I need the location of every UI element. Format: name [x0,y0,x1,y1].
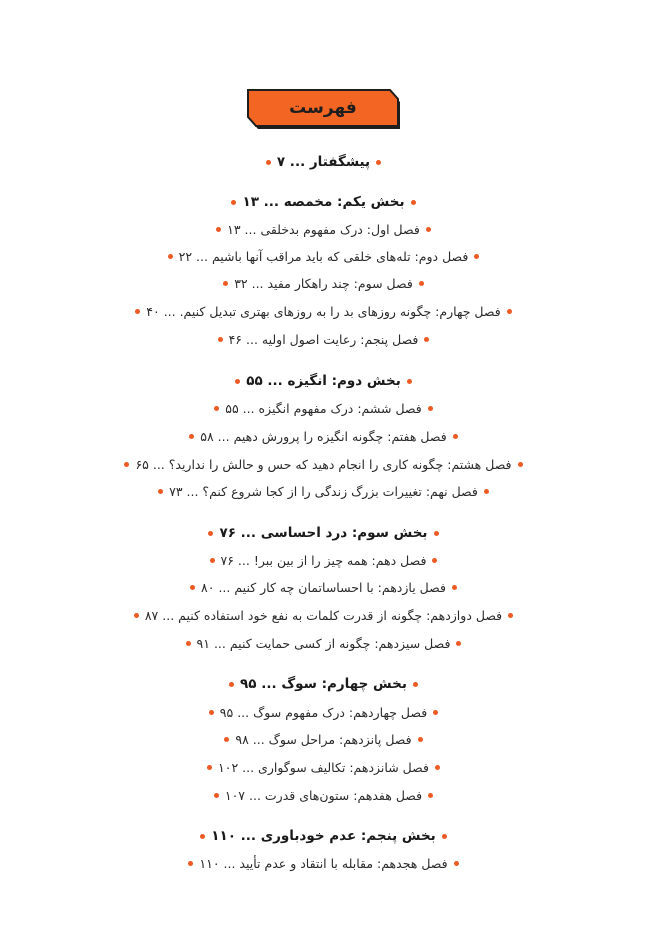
toc-row-chapter [0,276,647,291]
bullet-icon [235,379,240,384]
toc-row-chapter [0,457,647,472]
toc-entry: فصل پانزدهم: مراحل سوگ ... ۹۸ [235,732,412,747]
bullet-icon [419,281,424,286]
bullet-icon [453,434,458,439]
toc-entry: فصل هجدهم: مقابله با انتقاد و عدم تأیید ... ۱۱۰ [199,856,448,871]
bullet-icon [508,613,513,618]
toc-title-badge [246,88,400,130]
bullet-icon [224,737,229,742]
toc-entry: فصل سوم: چند راهکار مفید ... ۳۲ [234,276,413,291]
toc-row-chapter [0,553,647,568]
bullet-icon [432,558,437,563]
bullet-icon [207,765,212,770]
bullet-icon [424,337,429,342]
toc-entry: فصل پنجم: رعایت اصول اولیه ... ۴۶ [228,332,419,347]
bullet-icon [158,489,163,494]
toc-entry: فصل چهارم: چگونه روزهای بد را به روزهای بهتری تبدیل کنیم. ... ۴۰ [146,304,501,319]
bullet-icon [428,406,433,411]
toc-entry: فصل ششم: درک مفهوم انگیزه ... ۵۵ [225,401,422,416]
toc-row-chapter [0,636,647,651]
toc-row-part-3 [0,525,647,541]
toc-entry: فصل هشتم: چگونه کاری را انجام دهید که حس و حالش را ندارید؟ ... ۶۵ [135,457,512,472]
toc-row-chapter [0,401,647,416]
bullet-icon [454,861,459,866]
bullet-icon [189,434,194,439]
toc-entry: بخش یکم: مخمصه ... ۱۳ [242,194,405,210]
toc-entry: فصل چهاردهم: درک مفهوم سوگ ... ۹۵ [219,705,428,720]
bullet-icon [434,531,439,536]
bullet-icon [413,682,418,687]
toc-row-chapter [0,222,647,237]
toc-entry: فصل دهم: همه چیز را از بین ببر! ... ۷۶ [220,553,427,568]
toc-entry: فصل سیزدهم: چگونه از کسی حمایت کنیم ... ۹۱ [196,636,451,651]
bullet-icon [428,793,433,798]
toc-entry: بخش دوم: انگیزه ... ۵۵ [246,373,401,389]
bullet-icon [474,254,479,259]
bullet-icon [433,710,438,715]
toc-row-part-5 [0,828,647,844]
toc-row-chapter [0,788,647,803]
toc-row-chapter [0,705,647,720]
toc-row-chapter [0,608,647,623]
toc-row-part-2 [0,373,647,389]
toc-row-chapter [0,732,647,747]
bullet-icon [435,765,440,770]
bullet-icon [200,834,205,839]
bullet-icon [418,737,423,742]
bullet-icon [216,227,221,232]
toc-row-chapter [0,580,647,595]
bullet-icon [223,281,228,286]
bullet-icon [229,682,234,687]
toc-row-chapter [0,304,647,319]
bullet-icon [210,558,215,563]
bullet-icon [376,160,381,165]
bullet-icon [134,613,139,618]
bullet-icon [484,489,489,494]
bullet-icon [426,227,431,232]
bullet-icon [208,531,213,536]
bullet-icon [188,861,193,866]
toc-row-chapter [0,484,647,499]
toc-entry: فصل اول: درک مفهوم بدخلقی ... ۱۳ [227,222,420,237]
bullet-icon [214,406,219,411]
toc-entry: فصل دوم: تله‌های خلقی که باید مراقب آنها باشیم ... ۲۲ [178,249,469,264]
toc-row-chapter [0,249,647,264]
toc-entry: بخش سوم: درد احساسی ... ۷۶ [219,525,428,541]
bullet-icon [214,793,219,798]
bullet-icon [231,200,236,205]
toc-row-chapter [0,856,647,871]
toc-entry: فصل هفتم: چگونه انگیزه را پرورش دهیم ... ۵۸ [200,429,447,444]
toc-entry: بخش پنجم: عدم خودباوری ... ۱۱۰ [211,828,436,844]
bullet-icon [266,160,271,165]
toc-entry: فصل نهم: تغییرات بزرگ زندگی را از کجا شروع کنم؟ ... ۷۳ [169,484,478,499]
toc-entry: بخش چهارم: سوگ ... ۹۵ [240,676,407,692]
toc-row-chapter [0,760,647,775]
bullet-icon [135,309,140,314]
bullet-icon [518,462,523,467]
toc-row-preface [0,154,647,170]
bullet-icon [124,462,129,467]
bullet-icon [190,585,195,590]
bullet-icon [411,200,416,205]
bullet-icon [407,379,412,384]
toc-entry: پیشگفتار ... ۷ [276,154,371,170]
toc-entry: فصل دوازدهم: چگونه از قدرت کلمات به نفع خود استفاده کنیم ... ۸۷ [144,608,503,623]
bullet-icon [452,585,457,590]
bullet-icon [186,641,191,646]
bullet-icon [456,641,461,646]
bullet-icon [442,834,447,839]
toc-entry: فصل شانزدهم: تکالیف سوگواری ... ۱۰۲ [218,760,429,775]
bullet-icon [168,254,173,259]
toc-entry: فصل یازدهم: با احساساتمان چه کار کنیم ... ۸۰ [201,580,446,595]
toc-row-chapter [0,332,647,347]
page-title: فهرست [289,98,357,118]
bullet-icon [218,337,223,342]
bullet-icon [209,710,214,715]
toc-row-chapter [0,429,647,444]
bullet-icon [507,309,512,314]
toc-row-part-1 [0,194,647,210]
toc-entry: فصل هفدهم: ستون‌های قدرت ... ۱۰۷ [224,788,423,803]
toc-row-part-4 [0,676,647,692]
